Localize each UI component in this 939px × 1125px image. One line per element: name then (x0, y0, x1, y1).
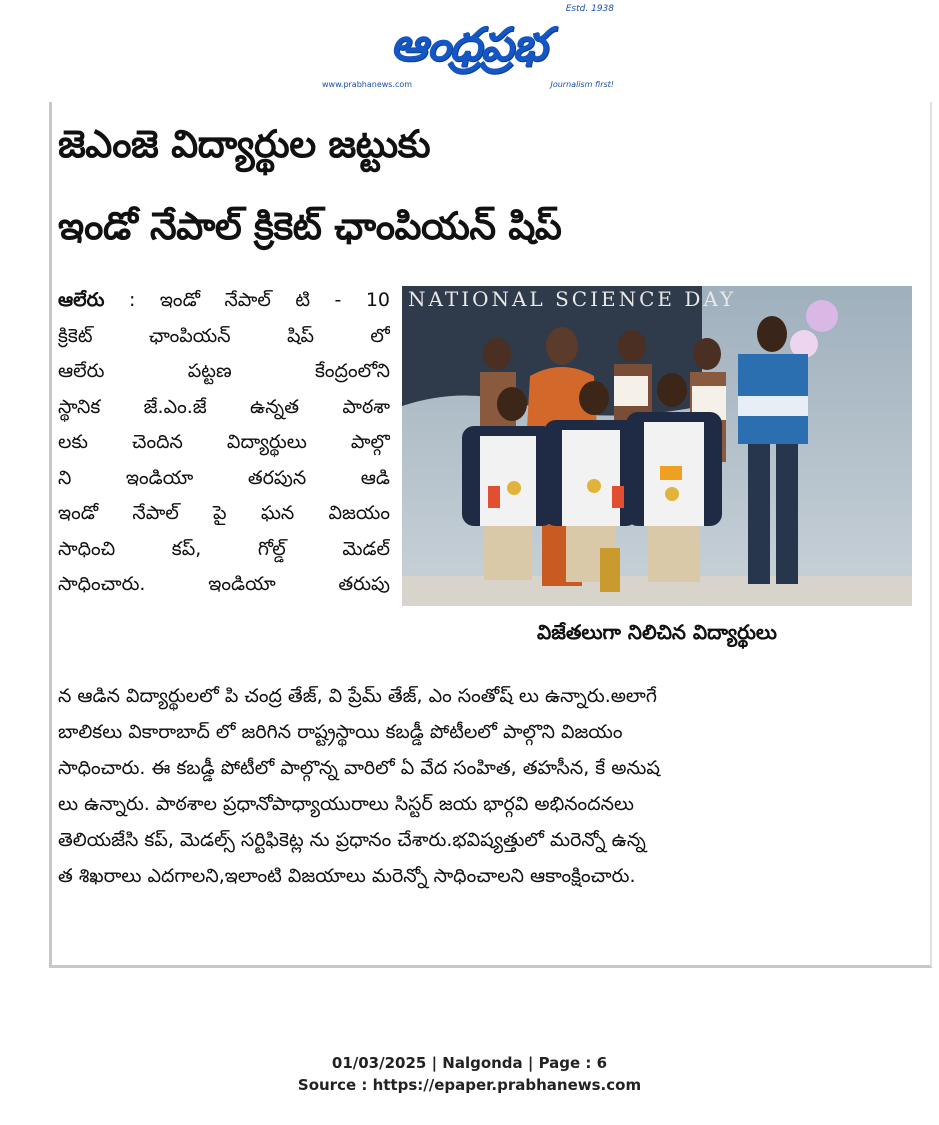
body-line: ఆలేరు : ఇండో నేపాల్ టి - 10 (58, 289, 390, 311)
masthead-website: www.prabhanews.com (322, 80, 413, 89)
article-photo (402, 286, 912, 606)
photo-caption: విజేతలుగా నిలిచిన విద్యార్థులు (537, 620, 777, 644)
headline-line-2: ఇండో నేపాల్ క్రికెట్ ఛాంపియన్ షిప్ (58, 204, 562, 248)
body-line: లు ఉన్నారు. పాఠశాల ప్రధానోపాధ్యాయురాలు సిస్టర్ జయ భార్గవి అభినందనలు (58, 793, 634, 815)
body-line: స్థానిక జే.ఎం.జే ఉన్నత పాఠశా (58, 395, 390, 418)
masthead (318, 4, 618, 90)
masthead-tagline: Journalism first! (550, 80, 614, 89)
dateline: ఆలేరు (58, 289, 105, 311)
body-line: క్రికెట్ ఛాంపియన్ షిప్ లో (58, 324, 390, 347)
body-line: ఆలేరు పట్టణ కేంద్రంలోని (58, 360, 390, 382)
body-line: ని ఇండియా తరపున ఆడి (58, 466, 390, 489)
body-line: లకు చెందిన విద్యార్థులు పాల్గొ (58, 431, 390, 453)
photo-illustration (402, 286, 912, 606)
body-line: తెలియజేసి కప్, మెడల్స్ సర్టిఫికెట్ల ను ప్రధానం చేశారు.భవిష్యత్తులో మరెన్నో ఉన్న (58, 829, 646, 851)
body-line: సాధించారు. ఇండియా తరుపు (58, 573, 390, 595)
body-line: త శిఖరాలు ఎదగాలని,ఇలాంటి విజయాలు మరెన్నో సాధించాలని ఆకాంక్షించారు. (58, 865, 636, 887)
body-line: ఇండో నేపాల్ పై ఘన విజయం (58, 502, 390, 524)
article-body-narrow (58, 283, 390, 603)
body-line: బాలికలు వికారాబాద్ లో జరిగిన రాష్ట్రస్థాయి కబడ్డీ పోటీలలో పాల్గొని విజయం (58, 721, 623, 743)
footer-date-edition: 01/03/2025 | Nalgonda | Page : 6 (331, 1054, 608, 1072)
article-body-wide (58, 678, 926, 894)
headline-line-1: జెఎంజె విద్యార్థుల జట్టుకు (58, 122, 431, 166)
footer-source: Source : https://epaper.prabhanews.com (297, 1076, 642, 1094)
body-line: న ఆడిన విద్యార్థులలో పి చంద్ర తేజ్, వి ప్రేమ్ తేజ్, ఎం సంతోష్ లు ఉన్నారు.అలాగే (58, 685, 657, 707)
banner-text: NATIONAL SCIENCE DAY (408, 287, 737, 311)
masthead-logo: ఆంధ్రప్రభ (390, 17, 546, 71)
body-line: సాధించి కప్, గోల్డ్ మెడల్ (58, 537, 390, 560)
body-line: సాధించారు. ఈ కబడ్డీ పోటీలో పాల్గొన్న వారిలో ఏ వేద సంహిత, తహసీన, కే అనుష (58, 757, 660, 779)
masthead-estd: Estd. 1938 (565, 4, 614, 14)
